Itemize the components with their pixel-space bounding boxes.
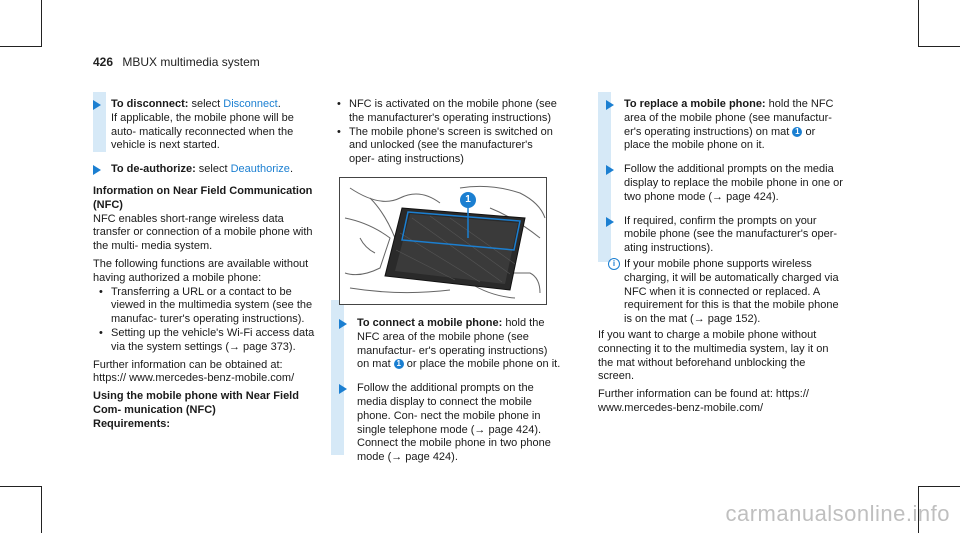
step-arrow-icon: [606, 217, 614, 227]
nfc-intro: NFC enables short-range wireless data transfer or connection of a mobile phone with the multi- media system.: [93, 212, 313, 253]
mat-1-badge: 1: [792, 127, 802, 137]
step-arrow-icon: [339, 319, 347, 329]
crop-mark: [41, 486, 42, 533]
step-deauthorize: To de-authorize: select Deauthorize.: [93, 163, 315, 177]
column-1: [93, 98, 315, 432]
crop-mark: [41, 0, 42, 46]
charge-text: If you want to charge a mobile phone without connecting it to the multimedia system, lay it on the mat without beforehand unblocking the screen.: [598, 328, 829, 383]
functions-intro: The following functions are available without having authorized a mobile phone:: [93, 257, 309, 284]
disconnect-label: To disconnect:: [111, 98, 189, 110]
step-arrow-icon: [606, 100, 614, 110]
crop-mark: [0, 46, 42, 47]
list-item: • Setting up the vehicle's Wi-Fi access data via the system settings (→ page 373).: [99, 326, 315, 353]
info-note: i If your mobile phone supports wireless charging, it will be automatically charged via NFC when it is connected or replaced. A requirement for this is that the mobile phone is on the mat (→ page 152).: [606, 258, 843, 327]
nfc-heading: Information on Near Field Communication (NFC): [93, 184, 313, 211]
step-replace: To replace a mobile phone: hold the NFC area of the mobile phone (see manufactur- er's operating instructions) on mat 1 or place the mobile phone on it.: [606, 98, 843, 153]
disconnect-text: If applicable, the mobile phone will be auto- matically reconnected when the vehicle is next started.: [111, 111, 294, 152]
page-number: 426: [93, 55, 114, 69]
step-connect: To connect a mobile phone: hold the NFC area of the mobile phone (see manufactur- er's operating instructions) on mat 1 or place the mobile phone on it.: [339, 317, 561, 372]
disconnect-link[interactable]: Disconnect: [223, 98, 278, 110]
column-3: [598, 98, 843, 416]
crop-mark: [0, 486, 42, 487]
step-confirm: If required, confirm the prompts on your mobile phone (see the manufacturer's oper- ating instructions).: [606, 215, 843, 256]
deauthorize-link[interactable]: Deauthorize: [230, 163, 290, 176]
step-follow: Follow the additional prompts on the media display to connect the mobile phone. Con- nect the mobile phone in single telephone mode (→ page 424). Connect the mobile phone in two phone mode (→ page 424).: [339, 382, 561, 465]
step-arrow-icon: [93, 165, 101, 175]
callout-1-badge: 1: [460, 192, 476, 208]
nfc-mat-illustration: [339, 177, 547, 305]
connect-label: To connect a mobile phone:: [357, 316, 503, 329]
step-arrow-icon: [93, 100, 101, 110]
further-info: Further information can be obtained at: https:// www.mercedes-benz-mobile.com/: [93, 358, 295, 385]
list-item: • Transferring a URL or a contact to be viewed in the multimedia system (see the manufac- turer's operating instructions).: [99, 285, 313, 326]
page-header: [93, 55, 260, 69]
step-follow-replace: Follow the additional prompts on the media display to replace the mobile phone in one or two phone mode (→ page 424).: [606, 163, 843, 204]
step-disconnect: To disconnect: select Disconnect. If applicable, the mobile phone will be auto- matically reconnected when the vehicle is next started.: [93, 98, 315, 153]
crop-mark: [918, 486, 960, 487]
mat-1-badge: 1: [394, 359, 404, 369]
column-2: [331, 98, 561, 475]
step-arrow-icon: [606, 165, 614, 175]
deauth-label: To de-authorize:: [111, 163, 196, 176]
list-item: • The mobile phone's screen is switched on and unlocked (see the manufacturer's oper- ating instructions): [337, 125, 553, 166]
list-item: • NFC is activated on the mobile phone (see the manufacturer's operating instructions): [337, 98, 557, 124]
using-heading: Using the mobile phone with Near Field Com- munication (NFC): [93, 390, 299, 416]
further-info: Further information can be found at: https:// www.mercedes-benz-mobile.com/: [598, 388, 809, 414]
replace-label: To replace a mobile phone:: [624, 98, 766, 110]
step-arrow-icon: [339, 384, 347, 394]
watermark: carmanualsonline.info: [725, 501, 950, 526]
console-drawing: [340, 178, 546, 304]
crop-mark: [918, 46, 960, 47]
info-icon: i: [608, 258, 620, 270]
crop-mark: [918, 0, 919, 46]
requirements-heading: Requirements:: [93, 417, 171, 430]
page-title: MBUX multimedia system: [122, 55, 260, 69]
